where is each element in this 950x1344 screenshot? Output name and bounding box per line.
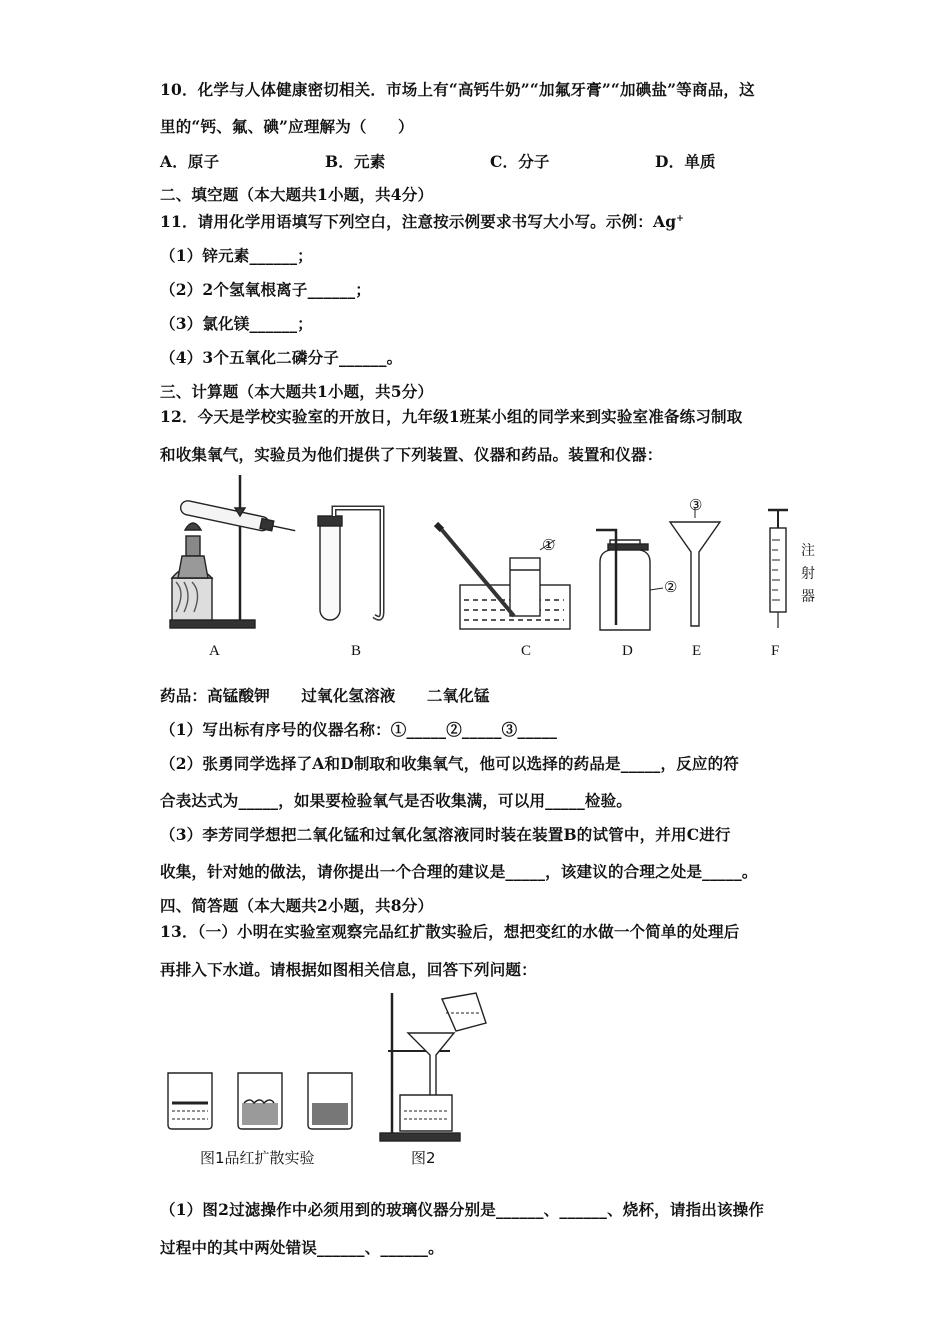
apparatus-a-drawing <box>170 475 297 628</box>
q12-drugs: 药品：高锰酸钾 过氧化氢溶液 二氧化锰 <box>160 686 490 705</box>
marker-2: ② <box>664 580 678 596</box>
q13-line2: 再排入下水道。请根据如图相关信息，回答下列问题： <box>160 960 537 979</box>
q13-sub1-line2: 过程中的其中两处错误______、______。 <box>160 1238 444 1257</box>
apparatus-e-drawing <box>670 508 720 626</box>
q12-sub1: （1）写出标有序号的仪器名称：①_____②_____③_____ <box>160 720 558 739</box>
beaker-2-drawing <box>238 1073 282 1129</box>
apparatus-d-drawing <box>596 530 663 630</box>
label-c: C <box>521 643 532 659</box>
q12-sub3-line1: （3）李芳同学想把二氧化锰和过氧化氢溶液同时装在装置B的试管中，并用C进行 <box>160 825 731 844</box>
section-4-title: 四、简答题（本大题共2小题，共8分） <box>160 896 434 915</box>
marker-1: ① <box>542 538 556 554</box>
apparatus-figure <box>160 470 840 670</box>
q12-sub2-line1: （2）张勇同学选择了A和D制取和收集氧气，他可以选择的药品是_____，反应的符 <box>160 754 740 773</box>
label-d: D <box>622 643 633 659</box>
label-b: B <box>351 643 362 659</box>
q11-item-1: （1）锌元素______； <box>160 246 313 265</box>
apparatus-b-drawing <box>318 508 382 620</box>
beaker-3-drawing <box>308 1073 352 1129</box>
q11-stem: 11．请用化学用语填写下列空白，注意按示例要求书写大小写。示例：Ag+ <box>160 212 684 231</box>
label-e: E <box>692 643 702 659</box>
fig2-caption: 图2 <box>411 1149 436 1167</box>
marker-3: ③ <box>689 498 703 514</box>
section-2-title: 二、填空题（本大题共1小题，共4分） <box>160 185 434 204</box>
q12-line2: 和收集氧气，实验员为他们提供了下列装置、仪器和药品。装置和仪器： <box>160 445 663 464</box>
syringe-label-2: 射 <box>801 566 815 582</box>
q12-line1: 12．今天是学校实验室的开放日，九年级1班某小组的同学来到实验室准备练习制取 <box>160 407 743 426</box>
syringe-label-3: 器 <box>801 589 815 605</box>
q11-item-4: （4）3个五氧化二磷分子______。 <box>160 348 403 367</box>
filtration-setup-drawing <box>380 993 486 1141</box>
q10-line2: 里的“钙、氟、碘”应理解为（ ） <box>160 117 414 136</box>
q10-option-c: C．分子 <box>490 152 550 171</box>
label-a: A <box>209 643 220 659</box>
q10-option-a: A．原子 <box>160 152 220 171</box>
q11-item-2: （2）2个氢氧根离子______； <box>160 280 371 299</box>
q10-line1: 10．化学与人体健康密切相关．市场上有“高钙牛奶”“加氟牙膏”“加碘盐”等商品，这 <box>160 80 755 99</box>
syringe-label-1: 注 <box>801 543 815 559</box>
fig1-caption: 图1品红扩散实验 <box>200 1149 315 1167</box>
q11-stem-sup: + <box>676 213 684 224</box>
q13-line1: 13．（一）小明在实验室观察完品红扩散实验后，想把变红的水做一个简单的处理后 <box>160 922 740 941</box>
q11-item-3: （3）氯化镁______； <box>160 314 313 333</box>
label-f: F <box>771 643 780 659</box>
q12-sub3-line2: 收集，针对她的做法，请你提出一个合理的建议是_____，该建议的合理之处是_____。 <box>160 862 758 881</box>
beaker-1-drawing <box>168 1073 212 1129</box>
section-3-title: 三、计算题（本大题共1小题，共5分） <box>160 382 434 401</box>
q10-option-d: D．单质 <box>655 152 716 171</box>
q13-sub1-line1: （1）图2过滤操作中必须用到的玻璃仪器分别是______、______、烧杯，请指出该操作 <box>160 1200 765 1219</box>
q10-option-b: B．元素 <box>325 152 386 171</box>
apparatus-f-drawing <box>768 510 788 628</box>
diffusion-filtration-figure <box>160 985 520 1145</box>
q12-sub2-line2: 合表达式为_____，如果要检验氧气是否收集满，可以用_____检验。 <box>160 791 633 810</box>
